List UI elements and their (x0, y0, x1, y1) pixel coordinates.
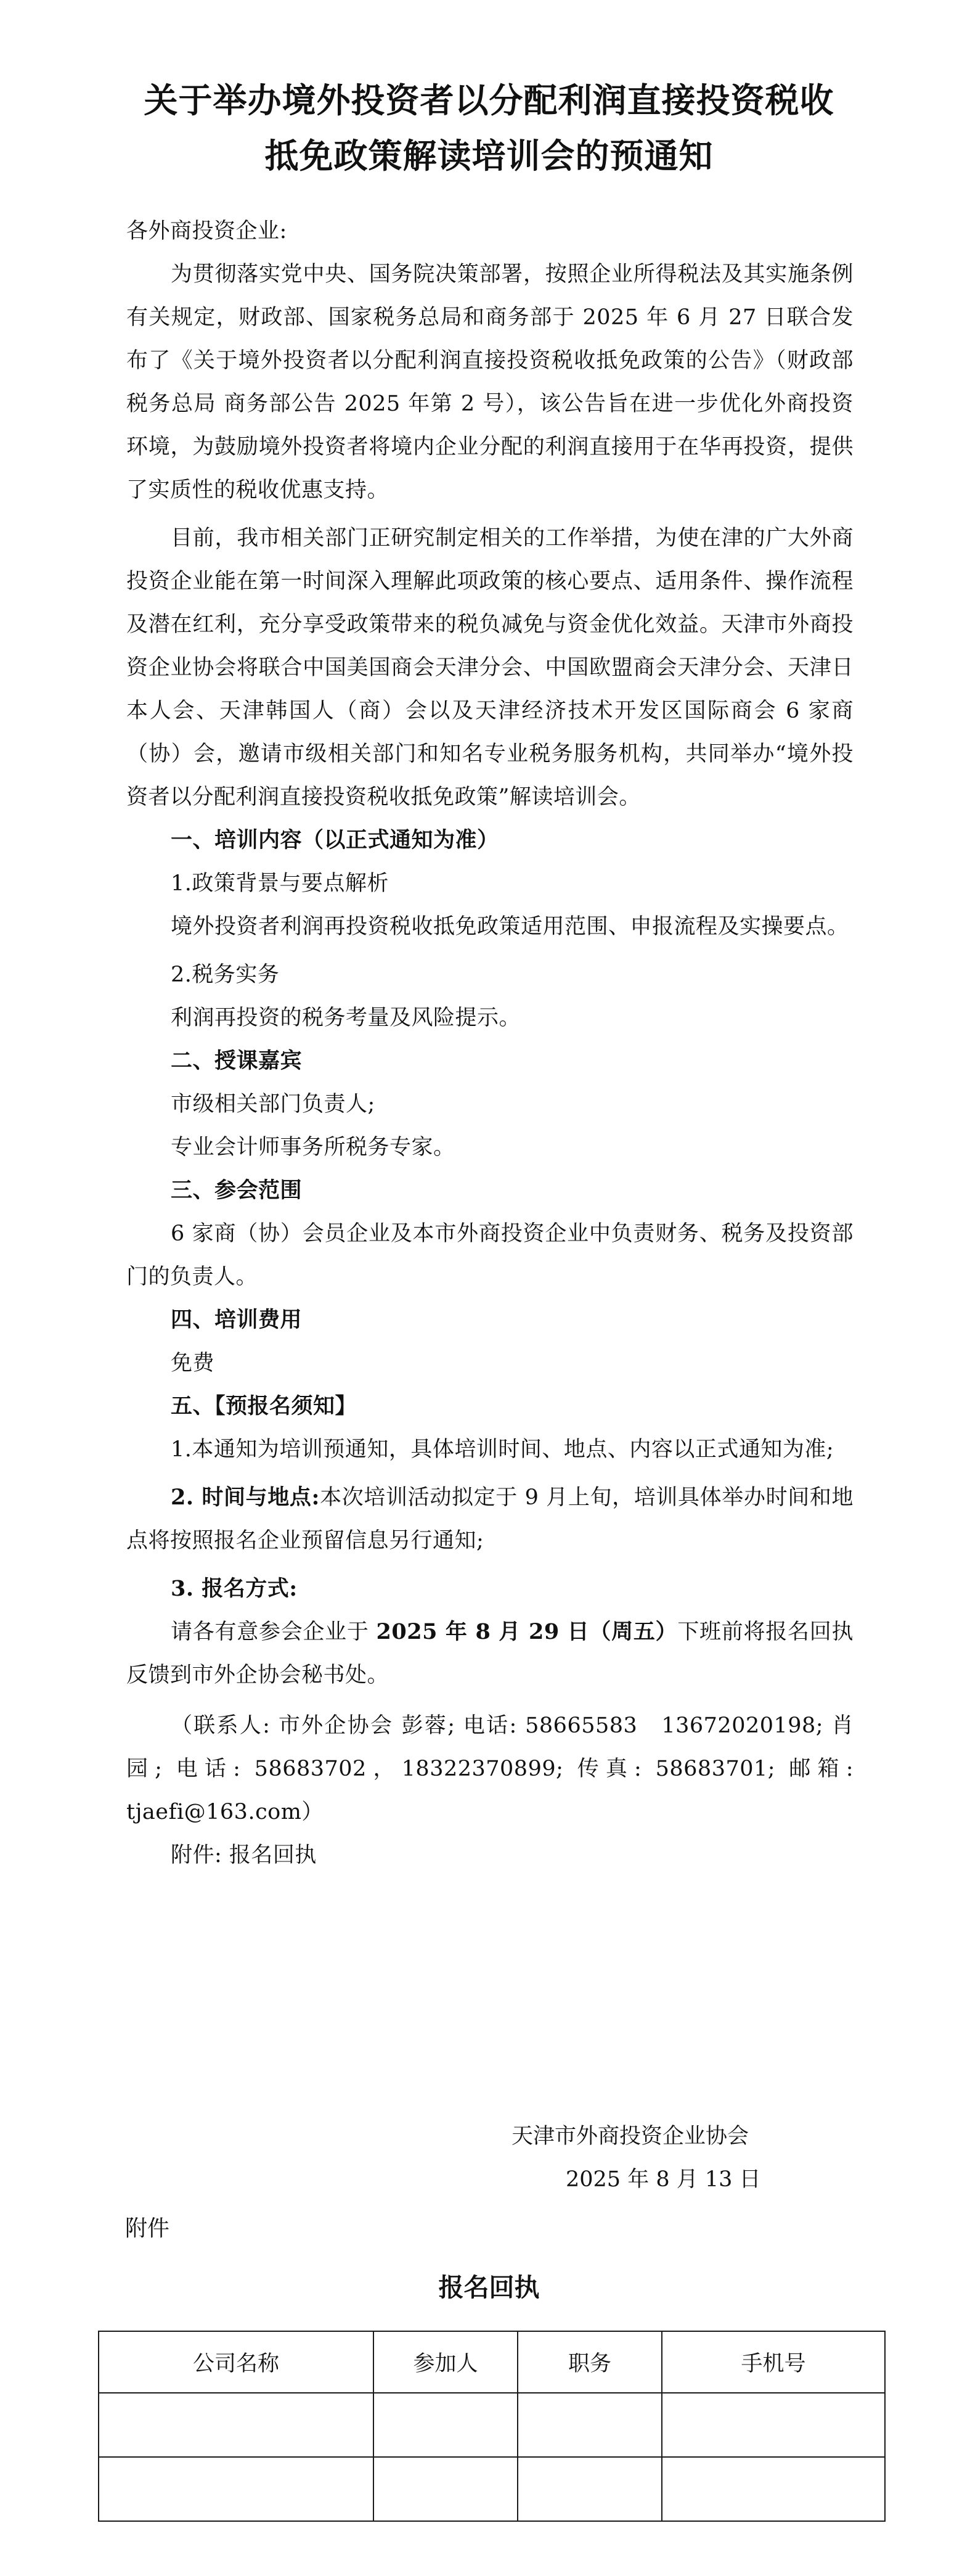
cell-mobile[interactable] (662, 2457, 885, 2521)
section-heading-speakers: 二、授课嘉宾 (171, 1049, 303, 1073)
registration-item-3-label: 3. 报名方式: (171, 1576, 298, 1601)
content-item-1-title: 1.政策背景与要点解析 (171, 871, 389, 896)
attachment-label: 附件 (125, 2216, 170, 2241)
header-attendee: 参加人 (373, 2331, 518, 2393)
cell-mobile[interactable] (662, 2393, 885, 2457)
cell-company-name[interactable] (99, 2457, 373, 2521)
contact-info: （联系人: 市外企协会 彭蓉; 电话: 58665583 13672020198; 肖园; 电话: 58683702，18322370899; 传真: 58683701; 邮箱: tjaefi@163.com） (126, 1713, 854, 1824)
section-heading-registration: 五、【预报名须知】 (171, 1394, 357, 1419)
content-item-2-title: 2.税务实务 (171, 962, 280, 987)
cell-position[interactable] (518, 2393, 662, 2457)
content-item-2-text: 利润再投资的税务考量及风险提示。 (171, 1006, 521, 1030)
registration-form-title: 报名回执 (438, 2273, 540, 2302)
header-position: 职务 (518, 2331, 662, 2393)
registration-deadline: 2025 年 8 月 29 日（周五） (376, 1619, 678, 1644)
notice-title-line-2: 抵免政策解读培训会的预通知 (264, 136, 714, 176)
signature-date: 2025 年 8 月 13 日 (566, 2167, 761, 2192)
table-row (99, 2393, 885, 2457)
cell-attendee[interactable] (373, 2393, 518, 2457)
fee-text: 免费 (171, 1351, 215, 1376)
registration-item-3-post: 下班前将报名回执反馈到市外企协会秘书处。 (126, 1620, 854, 1688)
registration-item-3-text (126, 1610, 854, 1697)
cell-attendee[interactable] (373, 2457, 518, 2521)
signature-organization: 天津市外商投资企业协会 (511, 2124, 749, 2149)
cell-company-name[interactable] (99, 2393, 373, 2457)
notice-body (126, 210, 854, 1877)
paragraph-policy-background: 为贯彻落实党中央、国务院决策部署，按照企业所得税法及其实施条例有关规定，财政部、国家税务总局和商务部于 2025 年 6 月 27 日联合发布了《关于境外投资者以分配利润直接投资税收抵免政策的公告》（财政部 税务总局 商务部公告 2025 年第 2 号），该公告旨在进一步优化外商投资环境，为鼓励境外投资者将境内企业分配的利润直接用于在华再投资，提供了实质性的税收优惠支持。 (126, 262, 854, 502)
notice-title-line-1: 关于举办境外投资者以分配利润直接投资税收 (144, 80, 834, 120)
table-row (99, 2457, 885, 2521)
cell-position[interactable] (518, 2457, 662, 2521)
registration-item-1: 1.本通知为培训预通知，具体培训时间、地点、内容以正式通知为准; (171, 1437, 834, 1462)
section-heading-fee: 四、培训费用 (171, 1308, 303, 1332)
scope-text: 6 家商（协）会员企业及本市外商投资企业中负责财务、税务及投资部门的负责人。 (126, 1221, 854, 1289)
attachment-note: 附件: 报名回执 (171, 1843, 317, 1868)
registration-item-3-pre: 请各有意参会企业于 (171, 1620, 377, 1644)
header-company-name: 公司名称 (99, 2331, 373, 2393)
registration-item-2 (126, 1476, 854, 1562)
header-mobile: 手机号 (662, 2331, 885, 2393)
registration-item-2-label: 2. 时间与地点: (171, 1485, 320, 1510)
section-heading-scope: 三、参会范围 (171, 1178, 303, 1203)
salutation: 各外商投资企业: (126, 219, 287, 244)
registration-item-2-text: 本次培训活动拟定于 9 月上旬，培训具体举办时间和地点将按照报名企业预留信息另行通知; (126, 1485, 854, 1553)
content-item-1-text: 境外投资者利润再投资税收抵免政策适用范围、申报流程及实操要点。 (171, 914, 849, 939)
speaker-line-2: 专业会计师事务所税务专家。 (171, 1135, 455, 1160)
registration-form-table (98, 2331, 886, 2522)
paragraph-training-purpose: 目前，我市相关部门正研究制定相关的工作举措，为使在津的广大外商投资企业能在第一时间深入理解此项政策的核心要点、适用条件、操作流程及潜在红利，充分享受政策带来的税负减免与资金优化效益。天津市外商投资企业协会将联合中国美国商会天津分会、中国欧盟商会天津分会、天津日本人会、天津韩国人（商）会以及天津经济技术开发区国际商会 6 家商（协）会，邀请市级相关部门和知名专业税务服务机构，共同举办“境外投资者以分配利润直接投资税收抵免政策”解读培训会。 (126, 526, 854, 810)
table-header-row (99, 2331, 885, 2393)
speaker-line-1: 市级相关部门负责人; (171, 1092, 375, 1117)
section-heading-content: 一、培训内容（以正式通知为准） (171, 828, 499, 853)
